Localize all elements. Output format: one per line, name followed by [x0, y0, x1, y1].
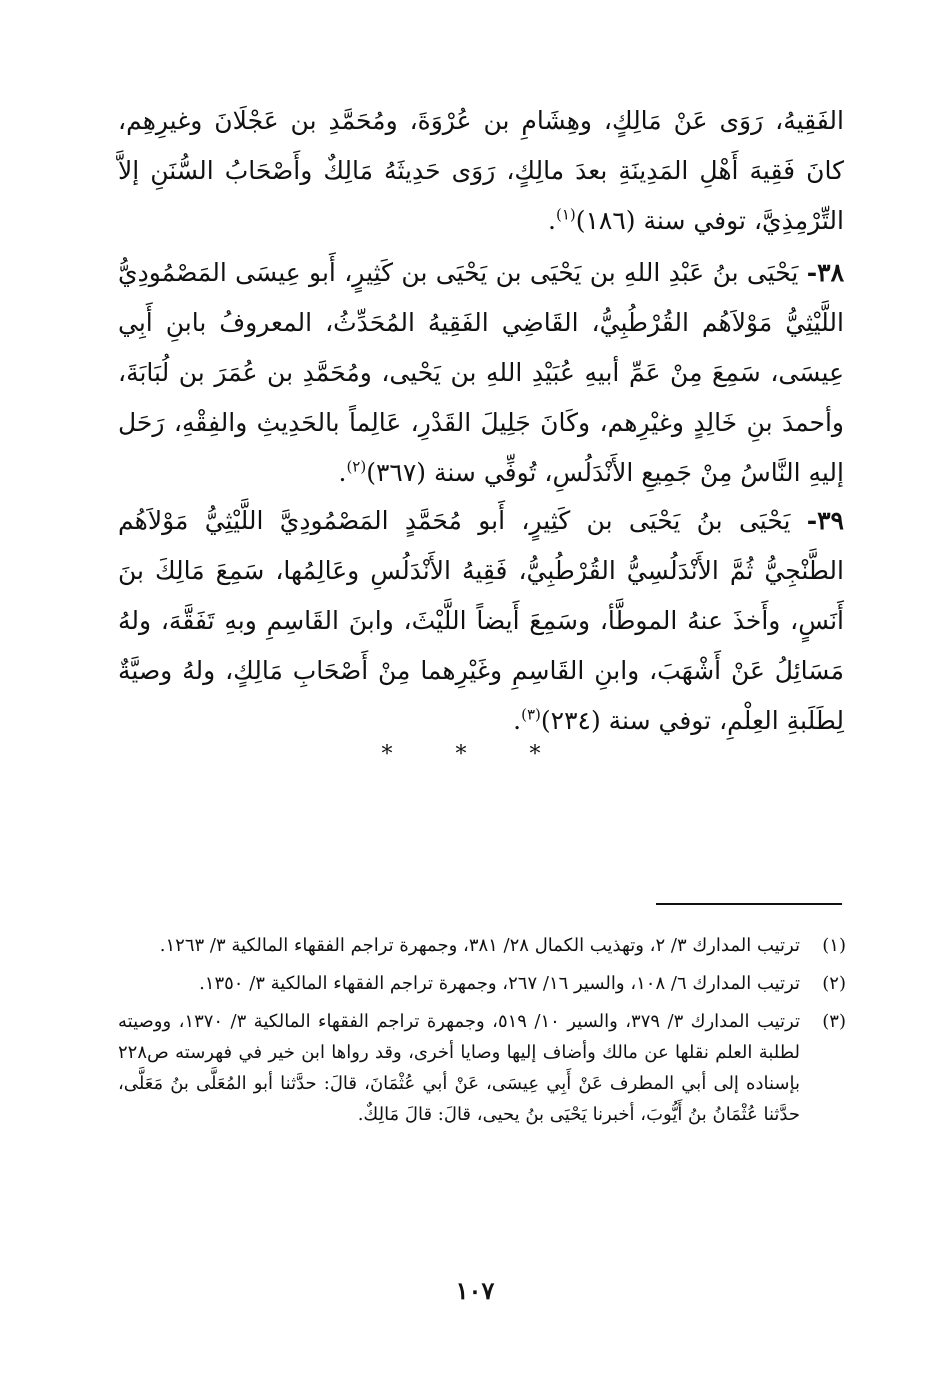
footnote-ref: (٢)	[346, 457, 367, 476]
entry-paragraph-38	[118, 248, 844, 498]
entry-text: يَحْيَى بنُ يَحْيَى بن كَثِيرٍ، أَبو مُحَمَّدٍ المَصْمُودِيَّ اللَّيْثِيُّ مَوْلاَهُم الطَّنْجِيُّ ثُمَّ الأَنْدَلُسِيُّ القُرْطُبِيُّ، فَقِيهُ الأَنْدَلُسِ وعَالِمُها، سَمِعَ مَالِكَ بنَ أَنَسٍ، وأَخذَ عنهُ الموطَّأ، وسَمِعَ أَيضاً اللَّيْثَ، وابنَ القَاسِمِ وبهِ تَفَقَّهَ، ولهُ مَسَائِلُ عَنْ أَشْهَبَ، وابنِ القَاسِمِ وغَيْرِهما مِنْ أَصْحَابِ مَالِكٍ، ولهُ وصيَّةٌ لِطَلَبةِ العِلْمِ، توفي سنة (٢٣٤)	[118, 506, 844, 735]
entry-end: .	[338, 458, 347, 487]
entry-end: .	[513, 706, 522, 735]
footnote-text: ترتيب المدارك ٣/ ٢، وتهذيب الكمال ٢٨/ ٣٨١، وجمهرة تراجم الفقهاء المالكية ٣/ ١٢٦٣.	[159, 935, 800, 956]
footnote-ref: (١)	[555, 205, 576, 224]
footnote-ref: (٣)	[521, 705, 541, 724]
entry-end: .	[548, 206, 556, 235]
entry-number: ٣٩-	[806, 506, 844, 535]
footnote-number: (٢)	[822, 973, 846, 994]
section-separator: * * *	[381, 742, 569, 767]
entry-text: يَحْيَى بنُ عَبْدِ اللهِ بن يَحْيَى بن يَحْيَى بن كَثِيرٍ، أَبو عِيسَى المَصْمُودِيُّ اللَّيْثِيُّ مَوْلاَهُم القُرْطُبِيُّ، القَاضِي الفَقِيهُ المُحَدِّثُ، المعروفُ بابنِ أَبِي عِيسَى، سَمِعَ مِنْ عَمِّ أبيهِ عُبَيْدِ اللهِ بن يَحْيى، ومُحَمَّدِ بن عُمَرَ بن لُبَابَةَ، وأحمدَ بنِ خَالِدٍ وغيْرِهم، وكَانَ جَلِيلَ القَدْرِ، عَالِماً بالحَدِيثِ والفِقْهِ، رَحَل إليهِ النَّاسُ مِنْ جَمِيعِ الأَنْدَلُسِ، تُوفِّي سنة (٣٦٧)	[118, 258, 844, 487]
footnote-item	[118, 968, 846, 999]
page-number: ١٠٧	[455, 1276, 495, 1305]
footnote-number: (١)	[822, 935, 846, 956]
footnote-item	[118, 930, 846, 961]
footnote-text: ترتيب المدارك ٦/ ١٠٨، والسير ١٦/ ٢٦٧، وجمهرة تراجم الفقهاء المالكية ٣/ ١٣٥٠.	[199, 973, 800, 994]
entry-text: الفَقِيهُ، رَوَى عَنْ مَالِكٍ، وهِشَامِ بن عُرْوَةَ، ومُحَمَّدِ بن عَجْلَانَ وغيرِهِم، كانَ فَقِيهَ أَهْلِ المَدِينَةِ بعدَ مالِكٍ، رَوَى حَدِيثَهُ مَالِكٌ وأَصْحَابُ السُّنَنِ إلاَّ التِّرْمِذِيَّ، توفي سنة (١٨٦)	[118, 106, 844, 235]
entry-paragraph-39	[118, 496, 844, 746]
entry-number: ٣٨-	[806, 258, 844, 287]
footnote-text: ترتيب المدارك ٣/ ٣٧٩، والسير ١٠/ ٥١٩، وجمهرة تراجم الفقهاء المالكية ٣/ ١٣٧٠، ووصيته لطلبة العلم نقلها عن مالك وأضاف إليها وصايا أخرى، وقد رواها ابن خير في فهرسته ص٢٢٨ بإسناده إلى أبي المطرف عَنْ أَبِي عِيسَى، عَنْ أبي عُثْمَانَ، قالَ: حدَّثنا أبو المُعَلَّى بنُ مَعَلَّى، حدَّثنا عُثْمَانُ بنُ أَيُّوبَ، أخبرنا يَحْيَى بنُ يحيى، قالَ: قالَ مَالِكٌ.	[118, 1011, 801, 1125]
footnotes-section	[118, 930, 846, 1137]
footnote-divider	[656, 903, 842, 905]
footnote-item	[118, 1006, 846, 1130]
entry-paragraph-continued	[118, 96, 844, 246]
footnote-number: (٣)	[822, 1011, 846, 1032]
